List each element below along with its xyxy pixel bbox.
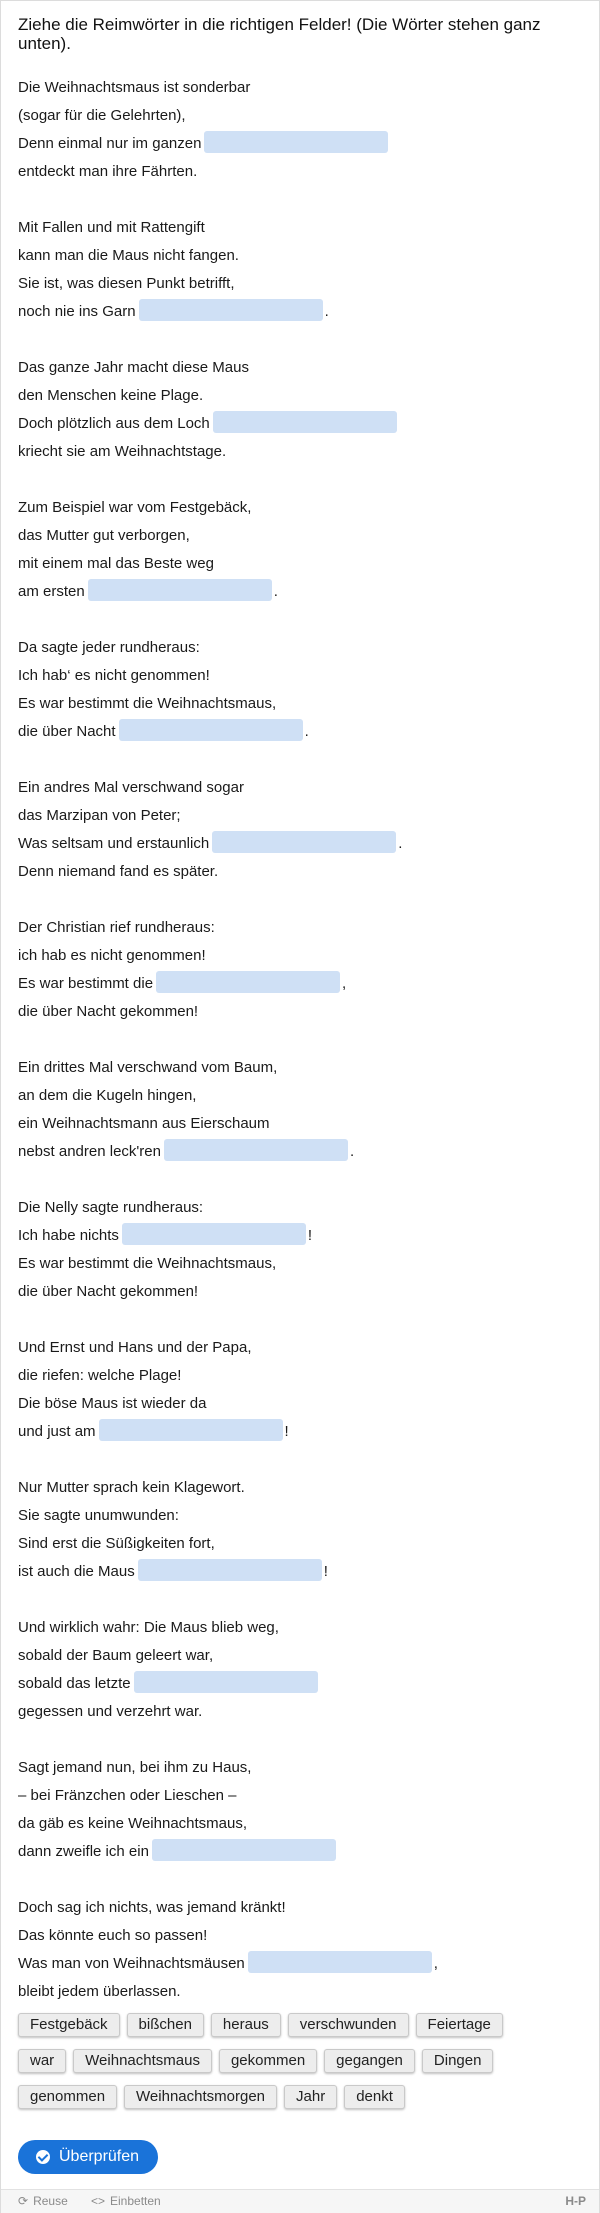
stanza: [18, 634, 588, 746]
draggable-word[interactable]: verschwunden: [288, 2013, 409, 2037]
check-button[interactable]: [18, 2140, 158, 2174]
reuse-label: Reuse: [33, 2194, 68, 2208]
stanza: [18, 774, 588, 886]
poem-line: [18, 438, 588, 466]
poem-line: [18, 1502, 588, 1530]
draggable-word[interactable]: war: [18, 2049, 66, 2073]
line-text: dann zweifle ich ein: [18, 1843, 149, 1860]
word-row: [18, 2013, 588, 2049]
line-text: Ich hab‘ es nicht genommen!: [18, 667, 210, 684]
stanza: [18, 494, 588, 606]
line-text: die über Nacht gekommen!: [18, 1283, 199, 1300]
line-text: Die böse Maus ist wieder da: [18, 1395, 207, 1412]
poem-line: [18, 1810, 588, 1838]
draggable-word[interactable]: Feiertage: [416, 2013, 503, 2037]
line-text: das Marzipan von Peter;: [18, 807, 181, 824]
poem-line: [18, 130, 588, 158]
line-text: Sagt jemand nun, bei ihm zu Haus,: [18, 1759, 252, 1776]
line-text: Es war bestimmt die Weihnachtsmaus,: [18, 1255, 277, 1272]
h5p-logo: H-P: [565, 2194, 586, 2208]
line-text: Der Christian rief rundheraus:: [18, 919, 215, 936]
poem-line: [18, 1670, 588, 1698]
line-text: Das könnte euch so passen!: [18, 1927, 208, 1944]
line-text: Ich habe nichts: [18, 1227, 119, 1244]
poem-line: [18, 1362, 588, 1390]
line-text: das Mutter gut verborgen,: [18, 527, 190, 544]
draggable-word[interactable]: Weihnachtsmorgen: [124, 2085, 277, 2109]
poem-line: [18, 270, 588, 298]
poem-line: [18, 578, 588, 606]
line-text: Ein drittes Mal verschwand vom Baum,: [18, 1059, 278, 1076]
word-row: [18, 2049, 588, 2085]
line-punctuation: !: [323, 1563, 328, 1580]
stanza: [18, 914, 588, 1026]
draggable-word[interactable]: denkt: [344, 2085, 405, 2109]
poem-line: [18, 74, 588, 102]
line-punctuation: .: [304, 723, 309, 740]
poem-line: [18, 1334, 588, 1362]
line-text: Und Ernst und Hans und der Papa,: [18, 1339, 252, 1356]
stanza: [18, 1614, 588, 1726]
line-text: noch nie ins Garn: [18, 303, 136, 320]
poem-line: [18, 410, 588, 438]
poem-line: [18, 550, 588, 578]
poem-line: [18, 1838, 588, 1866]
line-punctuation: .: [398, 835, 403, 852]
poem-line: [18, 1250, 588, 1278]
poem-line: [18, 1782, 588, 1810]
poem-line: [18, 158, 588, 186]
draggable-word[interactable]: Festgebäck: [18, 2013, 120, 2037]
poem-line: [18, 970, 588, 998]
poem-line: [18, 1614, 588, 1642]
poem-line: [18, 522, 588, 550]
poem-line: [18, 494, 588, 522]
draggable-word[interactable]: bißchen: [127, 2013, 204, 2037]
drop-zone[interactable]: [134, 1671, 318, 1693]
line-text: sobald der Baum geleert war,: [18, 1647, 214, 1664]
draggable-words-pool: [18, 2013, 588, 2121]
line-text: entdeckt man ihre Fährten.: [18, 163, 198, 180]
line-text: Sie sagte unumwunden:: [18, 1507, 179, 1524]
poem-line: [18, 242, 588, 270]
line-text: Was seltsam und erstaunlich: [18, 835, 210, 852]
line-text: Da sagte jeder rundheraus:: [18, 639, 200, 656]
drop-zone[interactable]: [164, 1139, 348, 1161]
line-text: Doch plötzlich aus dem Loch: [18, 415, 210, 432]
drop-zone[interactable]: [119, 719, 303, 741]
poem-line: [18, 1278, 588, 1306]
check-circle-icon: [36, 2150, 50, 2164]
poem-line: [18, 1894, 588, 1922]
line-text: Mit Fallen und mit Rattengift: [18, 219, 205, 236]
draggable-word[interactable]: Dingen: [422, 2049, 494, 2073]
line-text: und just am: [18, 1423, 96, 1440]
line-text: den Menschen keine Plage.: [18, 387, 204, 404]
drop-zone[interactable]: [99, 1419, 283, 1441]
line-text: Denn niemand fand es später.: [18, 863, 219, 880]
line-punctuation: .: [273, 583, 278, 600]
line-punctuation: ,: [342, 975, 347, 992]
word-row: [18, 2085, 588, 2121]
poem-text: [18, 74, 588, 2034]
draggable-word[interactable]: gekommen: [219, 2049, 317, 2073]
reuse-link[interactable]: [18, 2194, 68, 2208]
line-text: kriecht sie am Weihnachtstage.: [18, 443, 227, 460]
poem-line: [18, 634, 588, 662]
poem-line: [18, 1054, 588, 1082]
poem-line: [18, 830, 588, 858]
drop-zone[interactable]: [156, 971, 340, 993]
line-text: Und wirklich wahr: Die Maus blieb weg,: [18, 1619, 279, 1636]
poem-line: [18, 1642, 588, 1670]
line-text: gegessen und verzehrt war.: [18, 1703, 203, 1720]
line-text: ich hab es nicht genommen!: [18, 947, 206, 964]
drop-zone[interactable]: [248, 1951, 432, 1973]
stanza: [18, 74, 588, 186]
poem-line: [18, 354, 588, 382]
line-punctuation: .: [324, 303, 329, 320]
embed-link[interactable]: [91, 2194, 161, 2208]
drop-zone[interactable]: [88, 579, 272, 601]
poem-line: [18, 1698, 588, 1726]
poem-line: [18, 1418, 588, 1446]
line-text: kann man die Maus nicht fangen.: [18, 247, 239, 264]
line-text: ein Weihnachtsmann aus Eierschaum: [18, 1115, 270, 1132]
poem-line: [18, 914, 588, 942]
line-text: Es war bestimmt die: [18, 975, 154, 992]
poem-line: [18, 1390, 588, 1418]
line-text: die riefen: welche Plage!: [18, 1367, 182, 1384]
line-punctuation: !: [284, 1423, 289, 1440]
stanza: [18, 1474, 588, 1586]
reuse-icon: ⟳: [18, 2194, 29, 2208]
stanza: [18, 214, 588, 326]
poem-line: [18, 1922, 588, 1950]
line-text: Das ganze Jahr macht diese Maus: [18, 359, 249, 376]
line-text: Was man von Weihnachtsmäusen: [18, 1955, 245, 1972]
stanza: [18, 1194, 588, 1306]
poem-line: [18, 1530, 588, 1558]
line-text: Zum Beispiel war vom Festgebäck,: [18, 499, 252, 516]
line-text: bleibt jedem überlassen.: [18, 1983, 181, 2000]
line-text: da gäb es keine Weihnachtsmaus,: [18, 1815, 248, 1832]
drop-zone[interactable]: [152, 1839, 336, 1861]
draggable-word[interactable]: heraus: [211, 2013, 281, 2037]
poem-line: [18, 298, 588, 326]
line-punctuation: .: [349, 1143, 355, 1160]
drop-zone[interactable]: [212, 831, 396, 853]
poem-line: [18, 1978, 588, 2006]
embed-icon: <>: [91, 2194, 106, 2208]
poem-line: [18, 1110, 588, 1138]
line-text: Sie ist, was diesen Punkt betrifft,: [18, 275, 235, 292]
footer-bar: [1, 2189, 599, 2213]
poem-line: [18, 802, 588, 830]
line-text: die über Nacht gekommen!: [18, 1003, 199, 1020]
line-text: die über Nacht: [18, 723, 116, 740]
line-text: – bei Fränzchen oder Lieschen –: [18, 1787, 237, 1804]
stanza: [18, 1334, 588, 1446]
line-text: an dem die Kugeln hingen,: [18, 1087, 197, 1104]
line-text: sobald das letzte: [18, 1675, 131, 1692]
stanza: [18, 1754, 588, 1866]
line-text: am ersten: [18, 583, 85, 600]
line-text: mit einem mal das Beste weg: [18, 555, 214, 572]
draggable-word[interactable]: Weihnachtsmaus: [73, 2049, 212, 2073]
poem-line: [18, 1558, 588, 1586]
poem-line: [18, 774, 588, 802]
line-text: Die Nelly sagte rundheraus:: [18, 1199, 204, 1216]
poem-line: [18, 1194, 588, 1222]
poem-line: [18, 690, 588, 718]
line-text: Ein andres Mal verschwand sogar: [18, 779, 244, 796]
task-instruction: Ziehe die Reimwörter in die richtigen Felder! (Die Wörter stehen ganz unten).: [18, 15, 541, 53]
poem-line: [18, 1138, 588, 1166]
line-text: Die Weihnachtsmaus ist sonderbar: [18, 79, 251, 96]
stanza: [18, 354, 588, 466]
stanza: [18, 1054, 588, 1166]
line-text: Es war bestimmt die Weihnachtsmaus,: [18, 695, 277, 712]
poem-line: [18, 1474, 588, 1502]
embed-label: Einbetten: [110, 2194, 161, 2208]
line-punctuation: !: [307, 1227, 313, 1244]
line-text: ist auch die Maus: [18, 1563, 135, 1580]
line-text: (sogar für die Gelehrten),: [18, 107, 186, 124]
line-text: Doch sag ich nichts, was jemand kränkt!: [18, 1899, 286, 1916]
drop-zone[interactable]: [139, 299, 323, 321]
poem-line: [18, 1222, 588, 1250]
poem-line: [18, 102, 588, 130]
line-text: Denn einmal nur im ganzen: [18, 135, 202, 152]
poem-line: [18, 1950, 588, 1978]
line-text: nebst andren leck'ren: [18, 1143, 161, 1160]
draggable-word[interactable]: gegangen: [324, 2049, 415, 2073]
line-text: Nur Mutter sprach kein Klagewort.: [18, 1479, 245, 1496]
poem-line: [18, 998, 588, 1026]
poem-line: [18, 942, 588, 970]
poem-line: [18, 214, 588, 242]
drop-zone[interactable]: [122, 1223, 306, 1245]
draggable-word[interactable]: genommen: [18, 2085, 117, 2109]
poem-line: [18, 718, 588, 746]
poem-line: [18, 1082, 588, 1110]
poem-line: [18, 858, 588, 886]
drop-zone[interactable]: [204, 131, 388, 153]
drop-zone[interactable]: [213, 411, 397, 433]
poem-line: [18, 662, 588, 690]
check-button-label: Überprüfen: [59, 2148, 140, 2165]
poem-line: [18, 382, 588, 410]
poem-line: [18, 1754, 588, 1782]
draggable-word[interactable]: Jahr: [284, 2085, 337, 2109]
line-punctuation: ,: [433, 1955, 438, 1972]
stanza: [18, 1894, 588, 2006]
drop-zone[interactable]: [138, 1559, 322, 1581]
line-text: Sind erst die Süßigkeiten fort,: [18, 1535, 215, 1552]
